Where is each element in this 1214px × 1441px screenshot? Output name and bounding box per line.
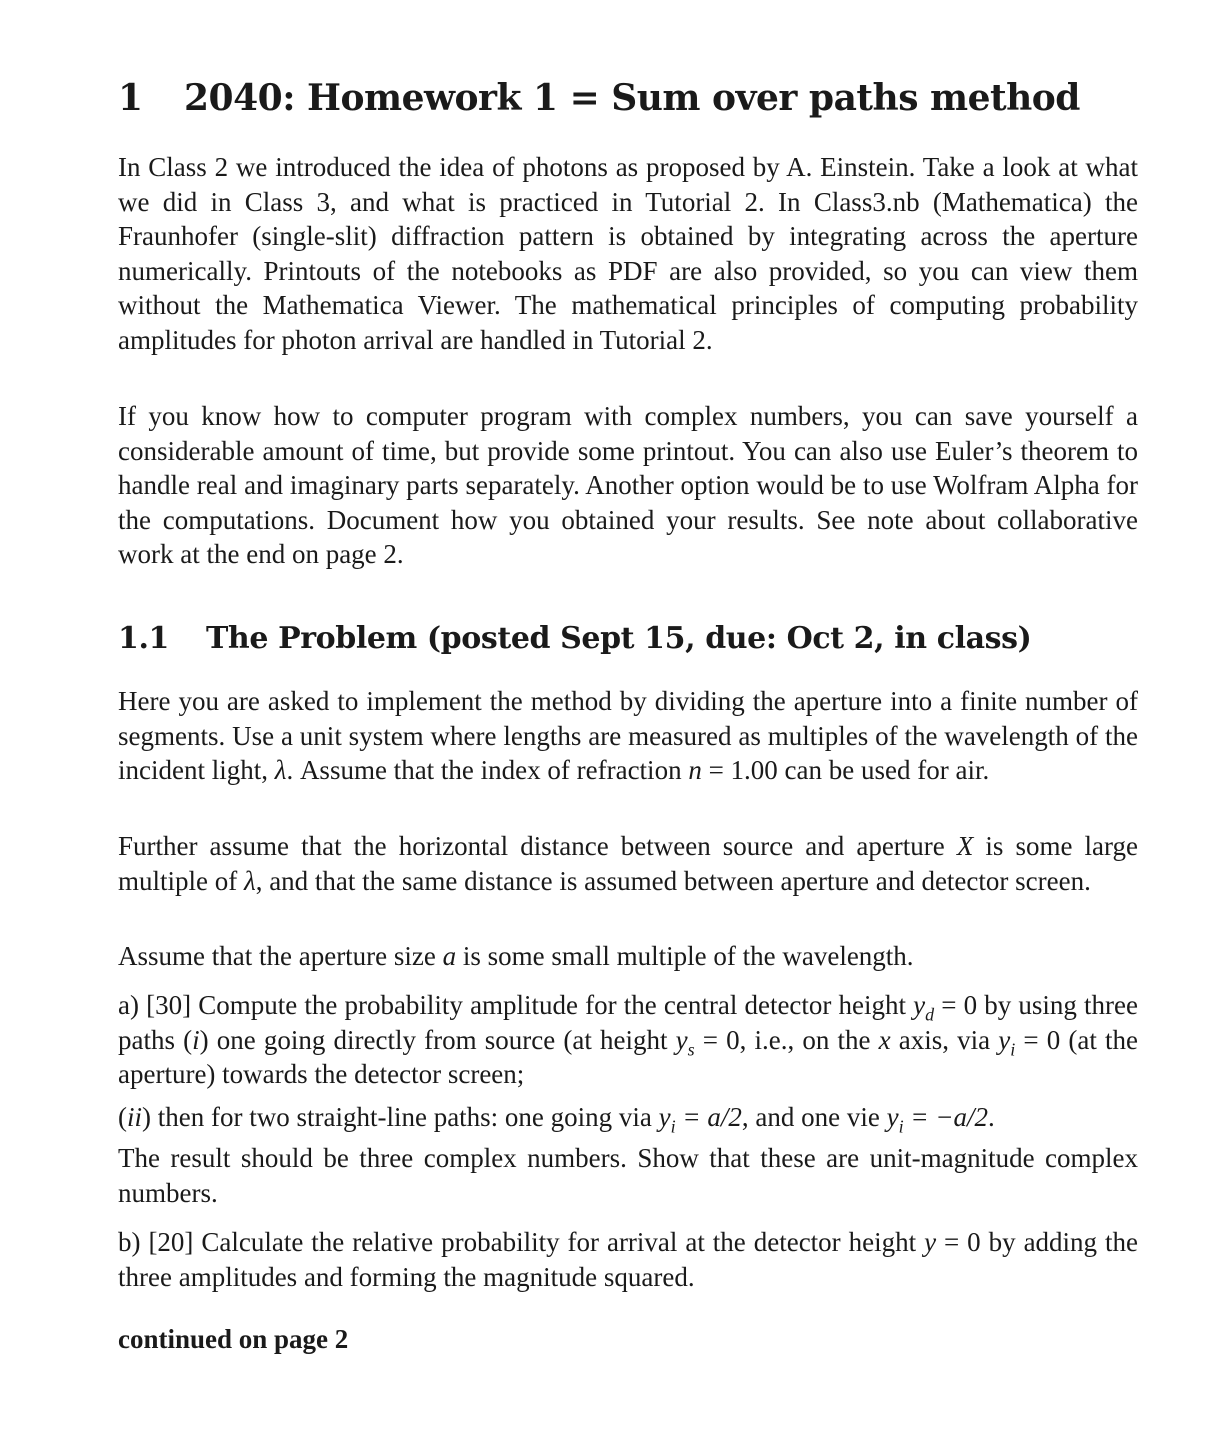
var-subscript: i xyxy=(1010,1038,1016,1059)
text-run: is some large multiple of xyxy=(118,831,1138,896)
text-run: , and that the same distance is assumed between aperture and detector screen. xyxy=(255,865,1091,896)
ys-variable xyxy=(675,1024,695,1059)
text-run: . Assume that the index of refraction xyxy=(286,755,689,785)
page-title xyxy=(118,72,1138,124)
part-b-paragraph xyxy=(118,1225,1138,1294)
yd-variable xyxy=(913,990,935,1025)
text-run: ) then for two straight-line paths: one going via xyxy=(142,1102,659,1132)
var-base: y xyxy=(658,1102,671,1132)
text-run: a) [30] Compute the probability amplitude for the central detector height xyxy=(118,990,914,1020)
text-run: = 0 by adding the three amplitudes and forming the magnitude squared. xyxy=(118,1227,1138,1292)
a-variable: a xyxy=(442,941,457,971)
section-number: 1 xyxy=(118,77,143,119)
text-run: , and one vie xyxy=(741,1102,887,1132)
y-variable: y xyxy=(924,1227,937,1257)
var-base: y xyxy=(998,1024,1011,1055)
text-run: = 1.00 can be used for air. xyxy=(701,755,990,785)
yi-variable xyxy=(998,1024,1016,1059)
lambda-symbol: λ xyxy=(243,865,256,896)
var-base: y xyxy=(886,1102,899,1132)
text-run: = 0 (at the aperture) towards the detector screen; xyxy=(118,1024,1138,1089)
n-variable: n xyxy=(688,755,702,785)
text-run: Assume that the aperture size xyxy=(118,941,443,971)
text-run: ) one going directly from source (at height xyxy=(199,1024,676,1055)
part-a-line-2 xyxy=(118,1100,1138,1135)
text-run: . xyxy=(988,1102,995,1132)
var-subscript: i xyxy=(670,1116,676,1137)
var-subscript: d xyxy=(925,1004,935,1025)
text-run: Further assume that the horizontal distance between source and aperture xyxy=(118,831,957,861)
part-a-paragraph xyxy=(118,988,1138,1092)
equation-run: = −a/2 xyxy=(903,1102,989,1132)
subsection-number: 1.1 xyxy=(118,621,169,656)
var-subscript: i xyxy=(898,1116,904,1137)
intro-paragraph-2: If you know how to computer program with complex numbers, you can save yourself a considerable amount of time, but provide some printout. You can also use Euler’s theorem to handle real and imaginary parts separately. Another option would be to use Wolfram Alpha for the computations. Document how you obtained your results. See note about collaborative work at the end on page 2. xyxy=(118,401,1138,569)
roman-numeral: i xyxy=(192,1024,200,1055)
text-run: is some small multiple of the wavelength. xyxy=(456,941,914,971)
text-run: axis, via xyxy=(890,1024,999,1055)
lambda-symbol: λ xyxy=(274,755,287,785)
text-run: ( xyxy=(118,1102,127,1132)
problem-paragraph-3 xyxy=(118,939,1138,974)
var-subscript: s xyxy=(687,1038,695,1059)
subsection-heading xyxy=(118,617,1031,661)
yi-variable xyxy=(658,1102,676,1137)
equation-run: = a/2 xyxy=(675,1102,742,1132)
homework-page xyxy=(118,72,1138,1354)
var-base: y xyxy=(913,990,926,1020)
text-run: Here you are asked to implement the method by dividing the aperture into a finite number of segments. Use a unit system where lengths are measured as multiples of the wavelength of the incident light, xyxy=(118,686,1138,785)
subsection-title: The Problem (posted Sept 15, due: Oct 2, in class) xyxy=(206,621,1032,656)
text-run: = 0 by using three paths ( xyxy=(118,990,1138,1055)
X-variable: X xyxy=(956,831,974,861)
intro-paragraph-1: In Class 2 we introduced the idea of photons as proposed by A. Einstein. Take a look at what we did in Class 3, and what is practiced in Tutorial 2. In Class3.nb (Mathematica) the Fraunhofer (single-slit) diffraction pattern is obtained by integrating across the aperture numerically. Printouts of the notebooks as PDF are also provided, so you can view them without the Mathematica Viewer. The mathematical principles of computing probability amplitudes for photon arrival are handled in Tutorial 2. xyxy=(118,152,1138,355)
var-base: y xyxy=(675,1024,688,1055)
title-text: 2040: Homework 1 = Sum over paths method xyxy=(184,77,1080,119)
text-run: b) [20] Calculate the relative probability for arrival at the detector height xyxy=(118,1227,925,1257)
problem-paragraph-2 xyxy=(118,829,1138,898)
x-variable: x xyxy=(878,1024,891,1055)
continued-note: continued on page 2 xyxy=(118,1324,349,1354)
text-run: = 0, i.e., on the xyxy=(694,1024,879,1055)
part-a-result: The result should be three complex numbers. Show that these are unit-magnitude complex numbers. xyxy=(118,1143,1138,1208)
problem-paragraph-1 xyxy=(118,684,1138,788)
yi-variable xyxy=(886,1102,904,1137)
roman-numeral: ii xyxy=(127,1102,143,1132)
